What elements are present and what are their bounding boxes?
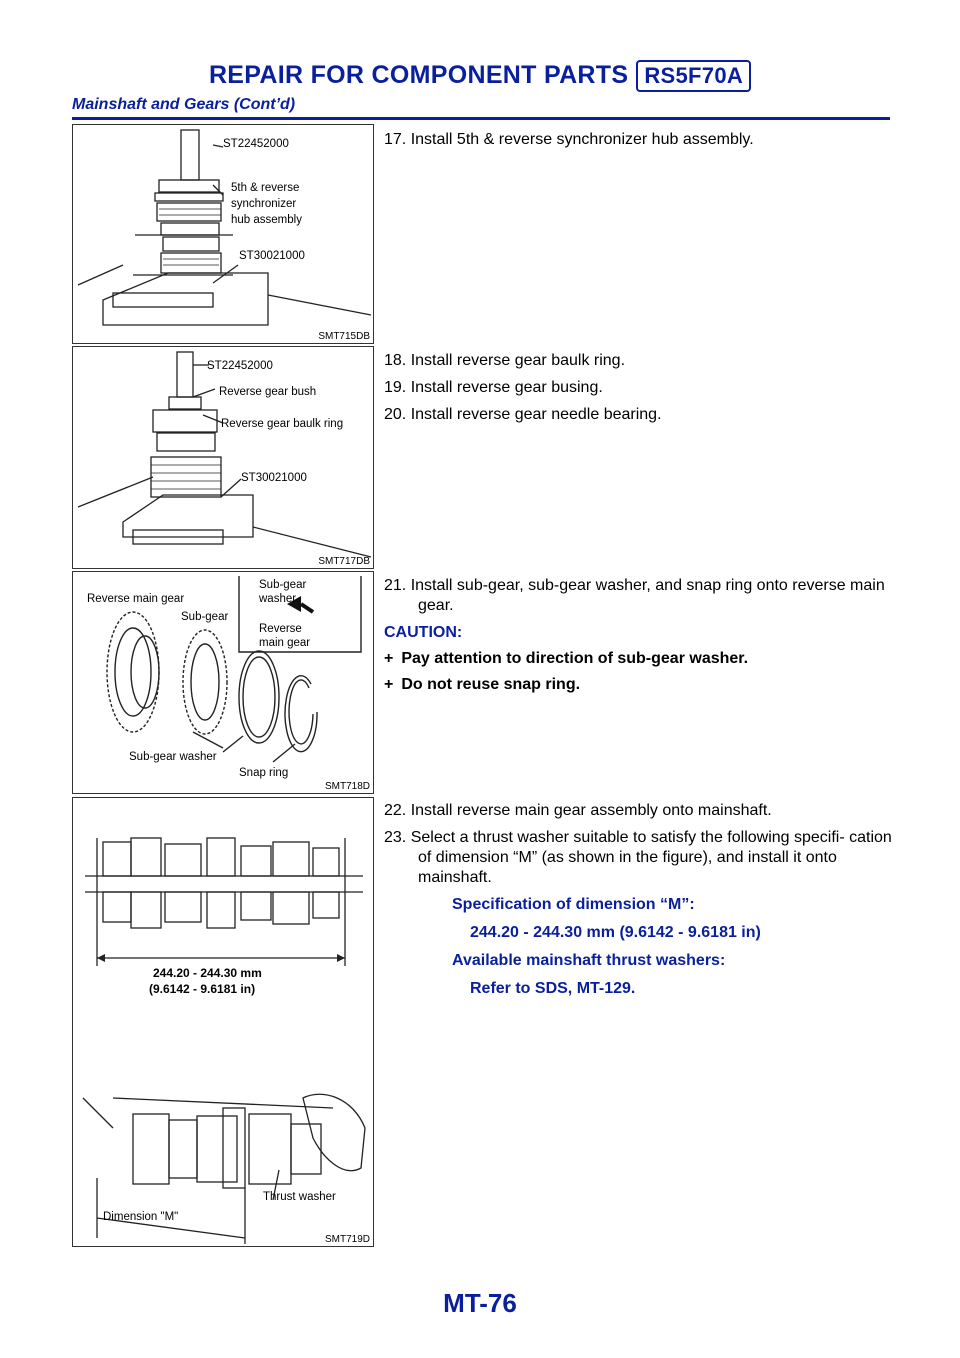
step-17: 17. Install 5th & reverse synchronizer hub assembly. [384,131,754,148]
steps-22-23-block [384,801,894,1007]
figure-code: SMT718D [324,781,370,792]
synchronizer-hub-illustration [73,125,373,343]
figure-label: synchronizer [231,198,297,210]
model-code-badge: RS5F70A [636,60,751,92]
step-22: 22. Install reverse main gear assembly onto mainshaft. [384,802,772,819]
section-title: REPAIR FOR COMPONENT PARTS [208,61,629,89]
figure-smt717db [72,346,374,569]
page-subtitle: Mainshaft and Gears (Cont’d) [72,96,296,113]
bullet-icon: + [384,676,394,693]
spec-washers-value: Refer to SDS, MT-129. [470,980,636,997]
figure-label: Reverse gear baulk ring [221,418,344,430]
spec-washers-label: Available mainshaft thrust washers: [452,952,726,969]
spec-dimension-value: 244.20 - 244.30 mm (9.6142 - 9.6181 in) [470,924,761,941]
figure-label: Sub-gear [259,579,307,591]
spec-dimension-label: Specification of dimension “M”: [452,896,695,913]
figure-label: ST22452000 [207,360,273,372]
figure-label: 5th & reverse [231,182,300,194]
figure-label: ST22452000 [223,138,289,150]
figure-code: SMT719D [324,1234,370,1245]
figure-label: Dimension "M" [103,1211,179,1223]
figure-code: SMT717DB [318,556,370,567]
figure-label: ST30021000 [241,472,307,484]
caution-heading: CAUTION: [384,624,463,641]
step-21-block [384,576,894,701]
figure-label: 244.20 - 244.30 mm [153,966,262,980]
step-17-block [384,130,894,157]
figure-smt719d [72,797,374,1247]
steps-18-20-block [384,351,894,432]
figure-label: main gear [259,637,311,649]
figure-label: Reverse gear bush [219,386,317,398]
figure-label: Sub-gear washer [129,751,217,763]
page-number: MT-76 [443,1288,517,1318]
step-20: 20. Install reverse gear needle bearing. [384,406,662,423]
figure-label: Snap ring [239,767,289,779]
mainshaft-measurement-illustration [73,798,373,1246]
caution-item: + Do not reuse snap ring. [384,676,581,693]
figure-smt718d [72,571,374,794]
step-23: 23. Select a thrust washer suitable to satisfy the following specifi- cation of dimension “M” (as shown in the figure), and install it onto mainshaft. [384,829,892,886]
step-18: 18. Install reverse gear baulk ring. [384,352,626,369]
figure-label: ST30021000 [239,250,305,262]
caution-item: + Pay attention to direction of sub-gear washer. [384,650,749,667]
figure-label: Reverse [259,623,302,635]
step-19: 19. Install reverse gear busing. [384,379,603,396]
figure-label: Sub-gear [181,611,229,623]
figure-label: (9.6142 - 9.6181 in) [149,982,256,996]
figure-label: Thrust washer [263,1191,336,1203]
reverse-gear-illustration [73,347,373,568]
header-rule [72,117,890,120]
figure-smt715db [72,124,374,344]
figure-label: hub assembly [231,214,302,226]
page-header-title [0,60,960,92]
figure-label: washer [259,593,297,605]
figure-label: Reverse main gear [87,593,185,605]
step-21: 21. Install sub-gear, sub-gear washer, and snap ring onto reverse main gear. [384,577,885,614]
bullet-icon: + [384,650,394,667]
figure-code: SMT715DB [318,331,370,342]
